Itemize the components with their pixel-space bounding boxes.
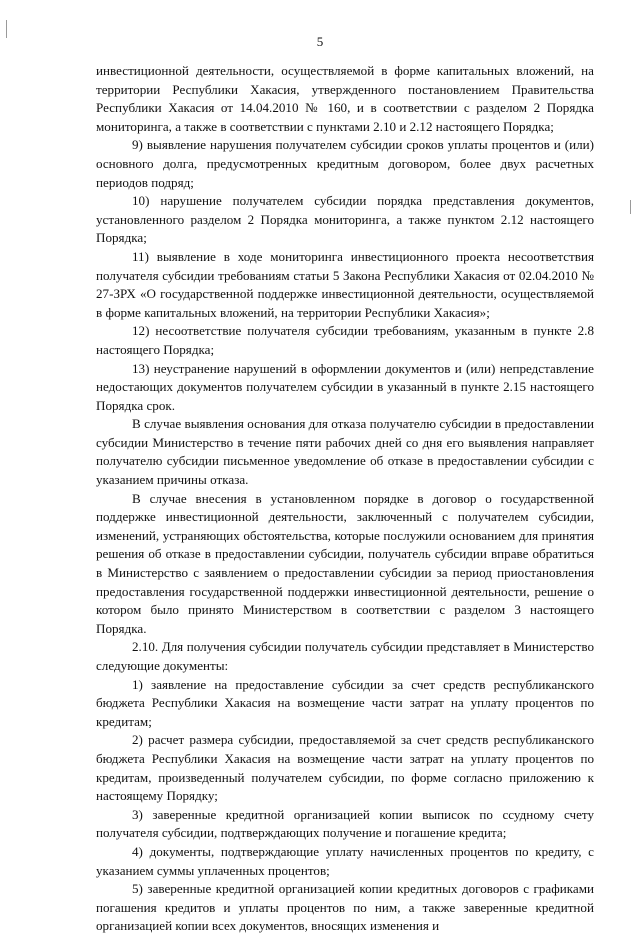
scan-edge-mark-right xyxy=(630,200,631,214)
paragraph: 12) несоответствие получателя субсидии требованиям, указанным в пункте 2.8 настоящего Порядка; xyxy=(96,323,594,357)
paragraph: 2) расчет размера субсидии, предоставляемой за счет средств республиканского бюджета Республики Хакасия на возмещение части затрат на уплату процентов по кредитам, произведенный получателем субсидии, по форме согласно приложению к настоящему Порядку; xyxy=(96,732,594,804)
paragraph: инвестиционной деятельности, осуществляемой в форме капитальных вложений, на территории Республики Хакасия, утвержденного постановлением Правительства Республики Хакасия от 14.04.2010 № 160, и в соответствии с разделом 2 Порядка мониторинга, а также в соответствии с пунктами 2.10 и 2.12 настоящего Порядка; xyxy=(96,63,594,134)
page-number: 5 xyxy=(316,34,324,49)
paragraph: 10) нарушение получателем субсидии порядка представления документов, установленного разделом 2 Порядка мониторинга, а также пунктом 2.12 настоящего Порядка; xyxy=(96,193,594,246)
paragraph: 11) выявление в ходе мониторинга инвестиционного проекта несоответствия получателя субсидии требованиям статьи 5 Закона Республики Хакасия от 02.04.2010 № 27-ЗРХ «О государственной поддержке инвестиционной деятельности, осуществляемой в форме капитальных вложений, на территории Республики Хакасия»; xyxy=(96,248,594,320)
paragraph: В случае выявления основания для отказа получателю субсидии в предоставлении субсидии Министерство в течение пяти рабочих дней со дня его выявления направляет получателю субсидии письменное уведомление об отказе в предоставлении субсидии с указанием причины отказа. xyxy=(96,416,594,488)
paragraph: 1) заявление на предоставление субсидии за счет средств республиканского бюджета Республики Хакасия на возмещение части затрат на уплату процентов по кредитам; xyxy=(96,676,594,729)
paragraph: 13) неустранение нарушений в оформлении документов и (или) непредставление недостающих документов получателем субсидии в указанный в пункте 2.15 настоящего Порядка срок. xyxy=(96,360,594,413)
paragraph: 3) заверенные кредитной организацией копии выписок по ссудному счету получателя субсидии, подтверждающих получение и погашение кредита; xyxy=(96,806,594,841)
scan-edge-mark-left xyxy=(6,20,7,38)
paragraph: В случае внесения в установленном порядке в договор о государственной поддержке инвестиционной деятельности, заключенный с получателем субсидии, изменений, устраняющих обстоятельства, которые послужили основанием для принятия решения об отказе в предоставлении субсидии, получатель субсидии вправе обратиться в Министерство с заявлением о предоставлении субсидии за период приостановления предоставления государственной поддержки инвестиционной деятельности, решение о котором было принято Министерством в соответствии с разделом 3 настоящего Порядка. xyxy=(96,490,594,636)
paragraph: 2.10. Для получения субсидии получатель субсидии представляет в Министерство следующие документы: xyxy=(96,639,594,673)
paragraph: 4) документы, подтверждающие уплату начисленных процентов по кредиту, с указанием суммы уплаченных процентов; xyxy=(96,843,594,878)
document-body xyxy=(96,62,594,936)
paragraph: 5) заверенные кредитной организацией копии кредитных договоров с графиками погашения кредитов и уплаты процентов по ним, а также заверенные кредитной организацией копии всех документов, вносящих изменения и xyxy=(96,881,594,934)
paragraph: 9) выявление нарушения получателем субсидии сроков уплаты процентов и (или) основного долга, предусмотренных кредитным договором, более двух расчетных периодов подряд; xyxy=(96,137,594,190)
